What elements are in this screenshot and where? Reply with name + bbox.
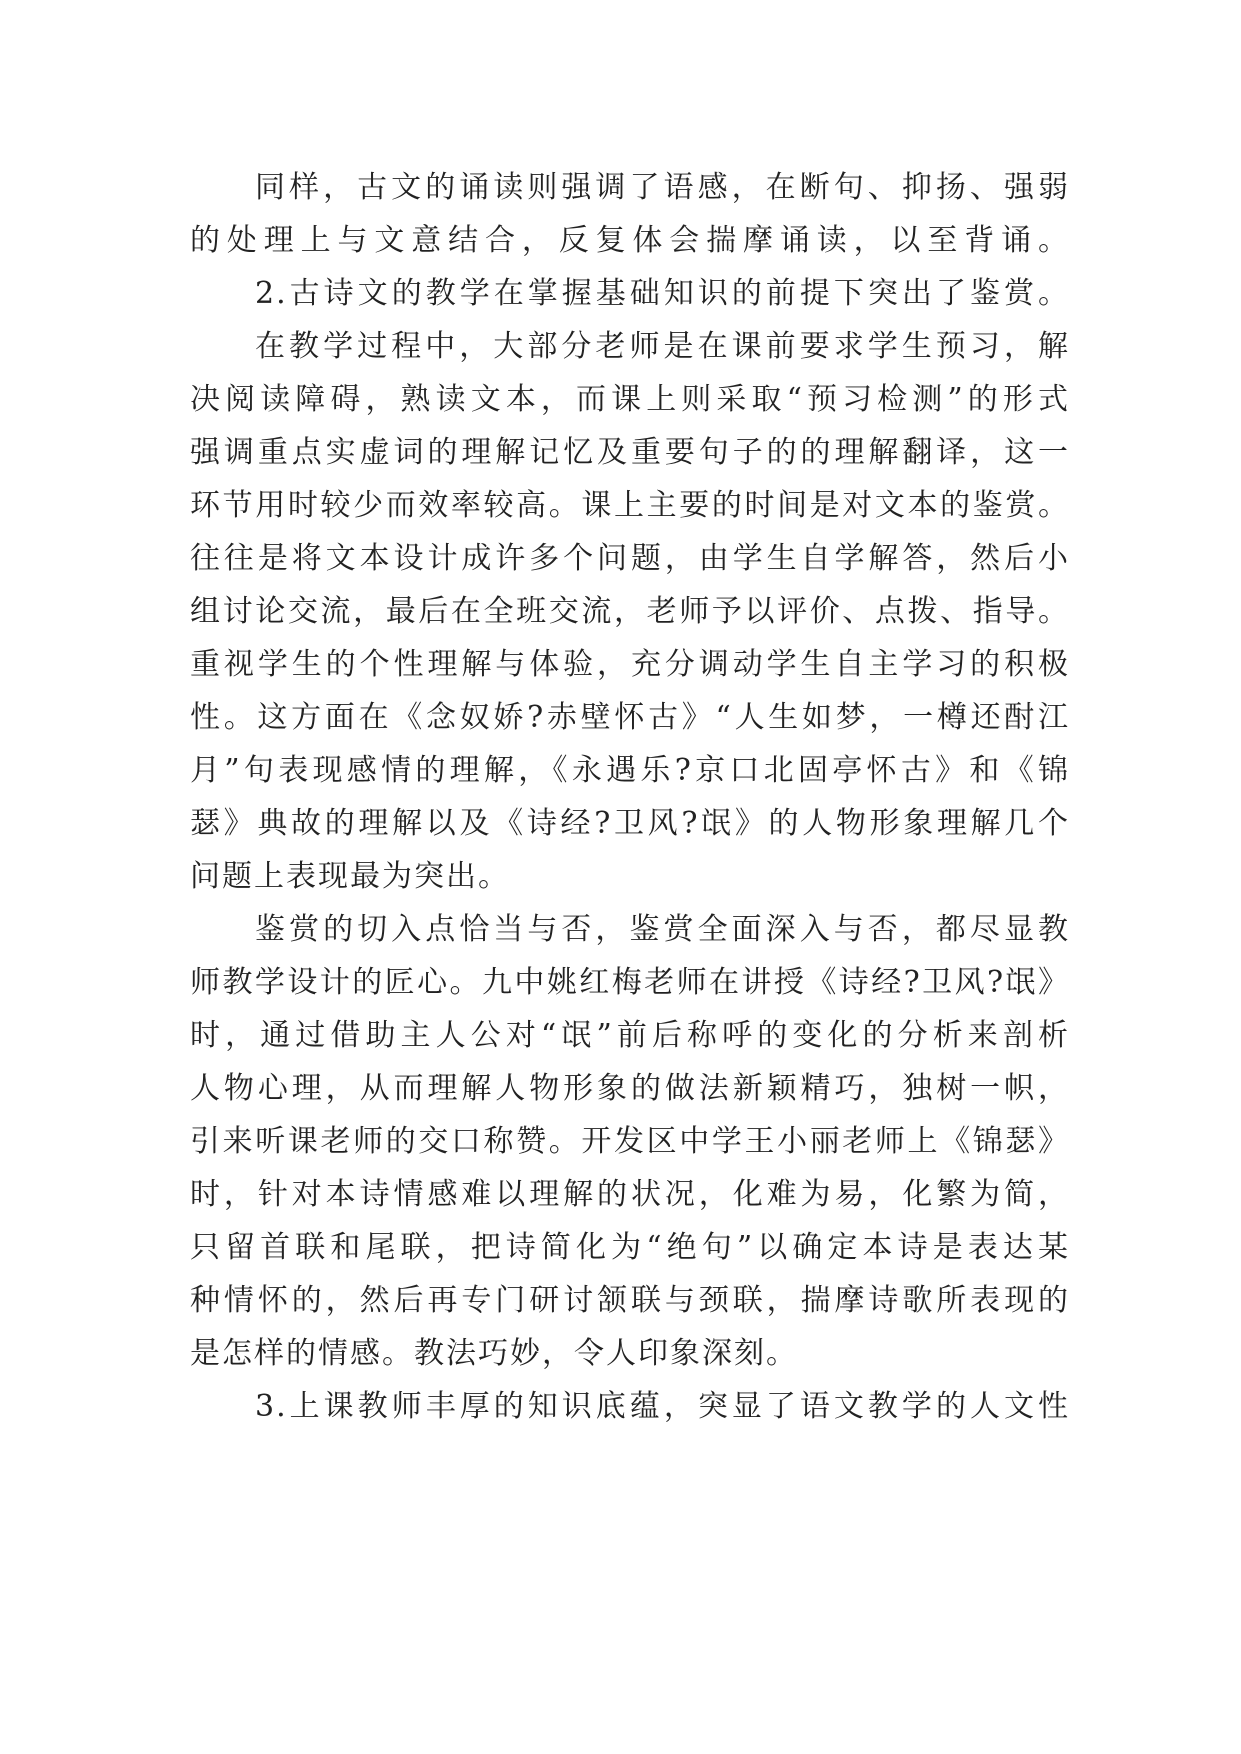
paragraph-line: 引来听课老师的交口称赞。开发区中学王小丽老师上《锦瑟》 [190, 1124, 1070, 1159]
paragraph-line: 往往是将文本设计成许多个问题，由学生自学解答，然后小 [190, 541, 1070, 576]
paragraph-line: 时，通过借助主人公对“氓”前后称呼的变化的分析来剖析 [190, 1018, 1070, 1053]
paragraph-line: 问题上表现最为突出。 [190, 859, 510, 894]
paragraph-line: 月”句表现感情的理解，《永遇乐?京口北固亭怀古》和《锦 [190, 753, 1070, 788]
paragraph-line: 的处理上与文意结合，反复体会揣摩诵读，以至背诵。 [190, 223, 1070, 258]
paragraph-line: 时，针对本诗情感难以理解的状况，化难为易，化繁为简， [190, 1177, 1070, 1212]
body-text [190, 161, 1070, 1433]
paragraph-line: 鉴赏的切入点恰当与否，鉴赏全面深入与否，都尽显教 [255, 912, 1070, 947]
paragraph-line: 在教学过程中，大部分老师是在课前要求学生预习，解 [255, 329, 1070, 364]
paragraph-line: 组讨论交流，最后在全班交流，老师予以评价、点拨、指导。 [190, 594, 1070, 629]
section-heading-line: 3.上课教师丰厚的知识底蕴，突显了语文教学的人文性 [255, 1389, 1070, 1424]
section-heading-line: 2.古诗文的教学在掌握基础知识的前提下突出了鉴赏。 [255, 276, 1070, 311]
paragraph-line: 重视学生的个性理解与体验，充分调动学生自主学习的积极 [190, 647, 1070, 682]
paragraph-line: 瑟》典故的理解以及《诗经?卫风?氓》的人物形象理解几个 [190, 806, 1070, 841]
paragraph-line: 种情怀的，然后再专门研讨颔联与颈联，揣摩诗歌所表现的 [190, 1283, 1070, 1318]
paragraph-line: 师教学设计的匠心。九中姚红梅老师在讲授《诗经?卫风?氓》 [190, 965, 1070, 1000]
paragraph-line: 是怎样的情感。教法巧妙，令人印象深刻。 [190, 1336, 798, 1371]
paragraph-line: 性。这方面在《念奴娇?赤壁怀古》“人生如梦，一樽还酎江 [190, 700, 1070, 735]
paragraph-line: 环节用时较少而效率较高。课上主要的时间是对文本的鉴赏。 [190, 488, 1070, 523]
paragraph-line: 决阅读障碍，熟读文本，而课上则采取“预习检测”的形式 [190, 382, 1070, 417]
paragraph-line: 只留首联和尾联，把诗简化为“绝句”以确定本诗是表达某 [190, 1230, 1070, 1265]
paragraph-line: 同样，古文的诵读则强调了语感，在断句、抑扬、强弱 [255, 170, 1070, 205]
paragraph-line: 强调重点实虚词的理解记忆及重要句子的的理解翻译，这一 [190, 435, 1070, 470]
paragraph-line: 人物心理，从而理解人物形象的做法新颖精巧，独树一帜， [190, 1071, 1070, 1106]
